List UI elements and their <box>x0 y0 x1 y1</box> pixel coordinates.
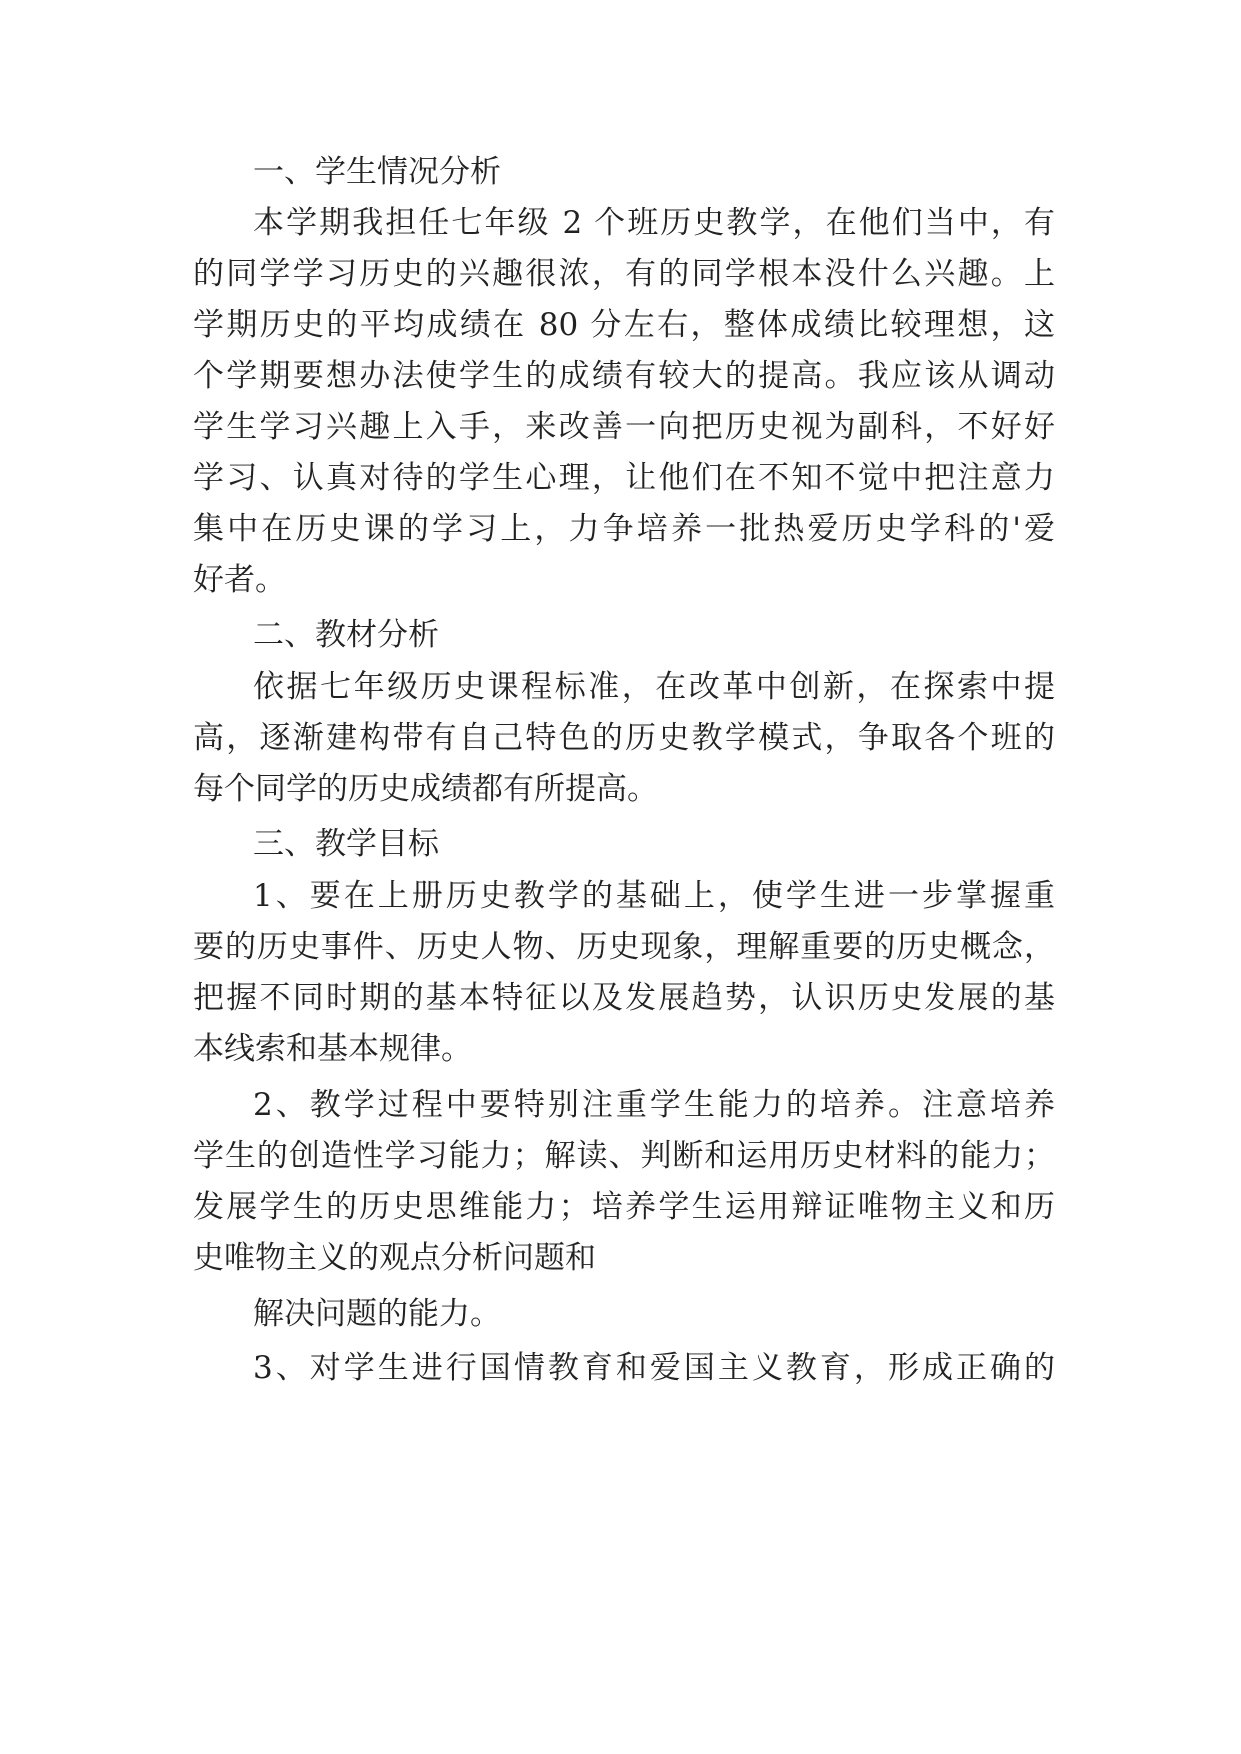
paragraph-line: 2、教学过程中要特别注重学生能力的培养。注意培养 <box>253 1087 1055 1123</box>
paragraph-line: 个学期要想办法使学生的成绩有较大的提高。我应该从调动 <box>193 358 1055 394</box>
paragraph-line: 发展学生的历史思维能力；培养学生运用辩证唯物主义和历 <box>193 1189 1055 1225</box>
heading-textbook-analysis: 二、教材分析 <box>253 617 439 653</box>
paragraph-line: 把握不同时期的基本特征以及发展趋势，认识历史发展的基 <box>193 980 1055 1016</box>
paragraph-line: 高，逐渐建构带有自己特色的历史教学模式，争取各个班的 <box>193 720 1055 756</box>
paragraph-line: 3、对学生进行国情教育和爱国主义教育，形成正确的 <box>253 1350 1055 1386</box>
paragraph-line: 每个同学的历史成绩都有所提高。 <box>193 771 658 807</box>
paragraph-line: 学生的创造性学习能力；解读、判断和运用历史材料的能力； <box>193 1138 1055 1174</box>
paragraph-line: 学生学习兴趣上入手，来改善一向把历史视为副科，不好好 <box>193 409 1055 445</box>
paragraph-line: 集中在历史课的学习上，力争培养一批热爱历史学科的'爱 <box>193 511 1055 547</box>
paragraph-line: 要的历史事件、历史人物、历史现象，理解重要的历史概念， <box>193 929 1055 965</box>
heading-teaching-goals: 三、教学目标 <box>253 826 439 862</box>
paragraph-line: 本学期我担任七年级 2 个班历史教学，在他们当中，有 <box>253 205 1055 241</box>
heading-student-analysis: 一、学生情况分析 <box>253 154 501 190</box>
paragraph-line: 解决问题的能力。 <box>253 1296 501 1332</box>
paragraph-line: 好者。 <box>193 562 286 598</box>
paragraph-line: 本线索和基本规律。 <box>193 1031 472 1067</box>
paragraph-line: 的同学学习历史的兴趣很浓，有的同学根本没什么兴趣。上 <box>193 256 1055 292</box>
paragraph-line: 学期历史的平均成绩在 80 分左右，整体成绩比较理想，这 <box>193 307 1055 343</box>
paragraph-line: 学习、认真对待的学生心理，让他们在不知不觉中把注意力 <box>193 460 1055 496</box>
paragraph-line: 依据七年级历史课程标准，在改革中创新，在探索中提 <box>253 669 1055 705</box>
paragraph-line: 史唯物主义的观点分析问题和 <box>193 1240 596 1276</box>
paragraph-line: 1、要在上册历史教学的基础上，使学生进一步掌握重 <box>253 878 1055 914</box>
